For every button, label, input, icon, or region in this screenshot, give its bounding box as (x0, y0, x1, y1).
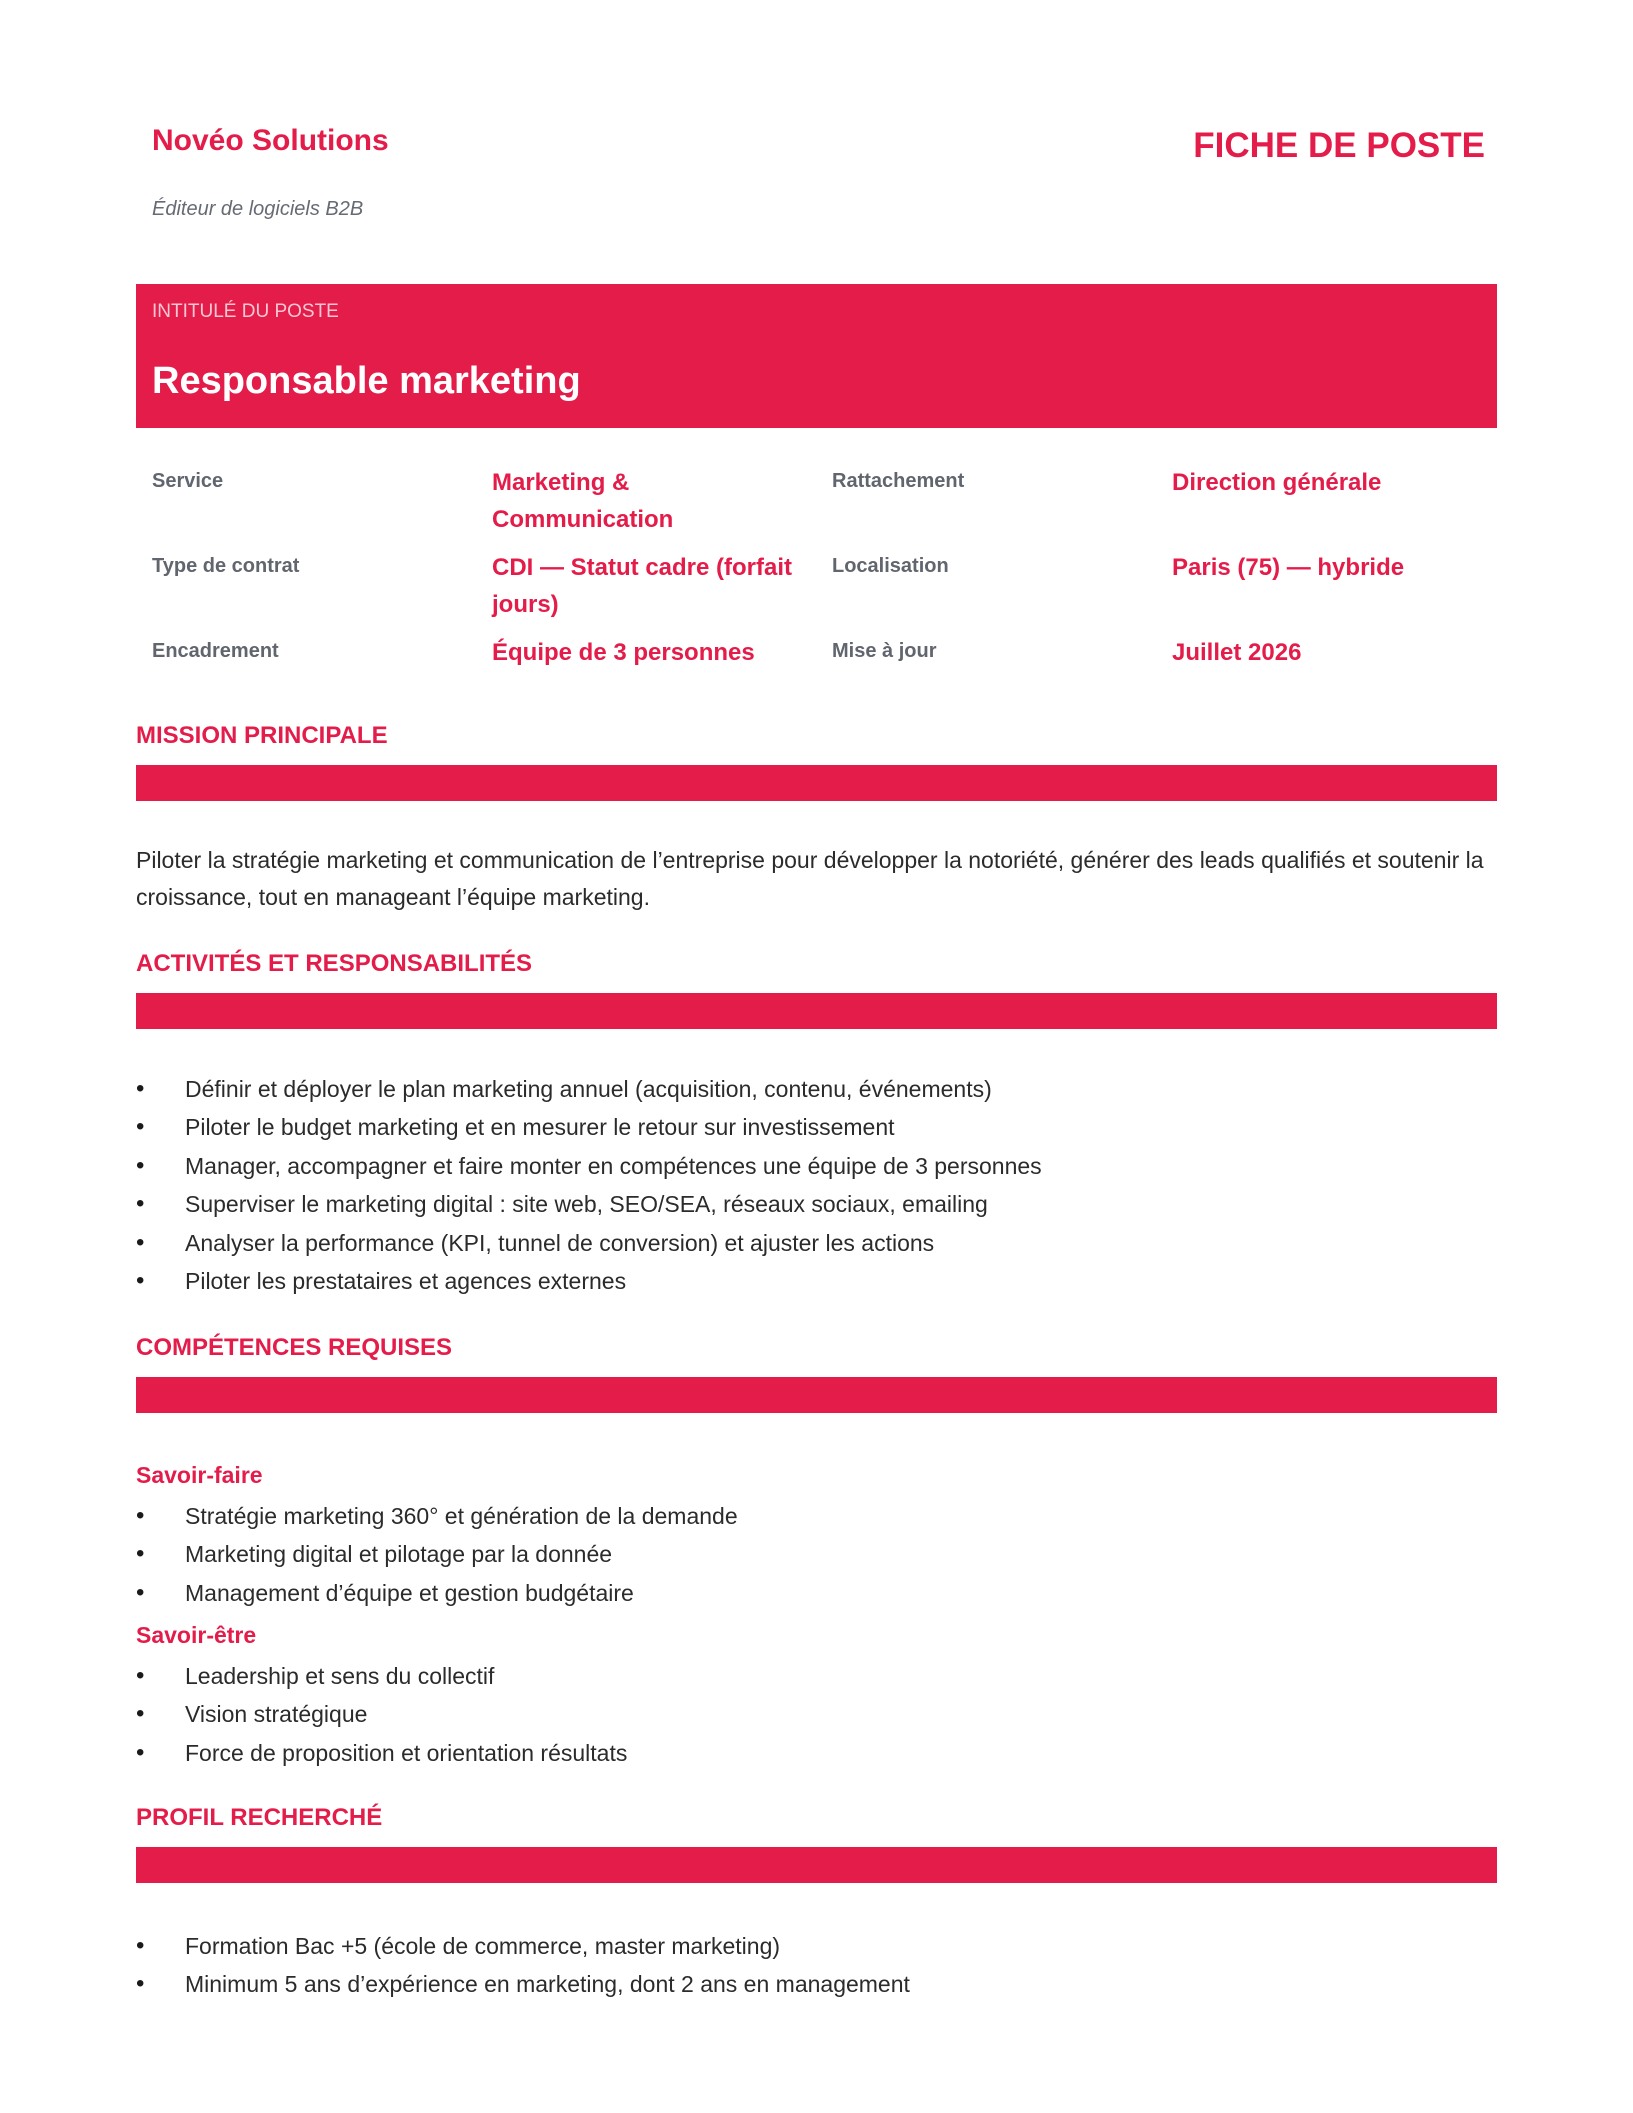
mission-text: Piloter la stratégie marketing et communication de l’entreprise pour développer la notoriété, générer des leads qualifiés et soutenir la croissance, tout en manageant l’équipe marketing. (136, 847, 1484, 910)
job-title: Responsable marketing (152, 360, 581, 402)
list-item: • Minimum 5 ans d’expérience en marketing, dont 2 ans en management (136, 1965, 1497, 2003)
list-item: • Vision stratégique (136, 1695, 1497, 1733)
list-item: • Management d’équipe et gestion budgétaire (136, 1574, 1497, 1612)
list-item: • Force de proposition et orientation résultats (136, 1734, 1497, 1772)
mise-a-jour-value: Juillet 2026 (1172, 639, 1302, 666)
competences-title: COMPÉTENCES REQUISES (136, 1334, 453, 1361)
rattachement-label: Rattachement (832, 470, 965, 492)
job-title-banner (136, 284, 1497, 428)
localisation-value: Paris (75) — hybride (1172, 554, 1405, 581)
contrat-label: Type de contrat (152, 555, 300, 577)
list-item: • Piloter le budget marketing et en mesurer le retour sur investissement (136, 1108, 1497, 1146)
activites-list (136, 1070, 1497, 1300)
activites-title: ACTIVITÉS ET RESPONSABILITÉS (136, 950, 533, 977)
list-item: • Marketing digital et pilotage par la donnée (136, 1535, 1497, 1573)
encadrement-value: Équipe de 3 personnes (492, 639, 755, 666)
savoir-faire-heading: Savoir-faire (136, 1462, 263, 1488)
list-item: • Superviser le marketing digital : site web, SEO/SEA, réseaux sociaux, emailing (136, 1185, 1497, 1223)
profil-title: PROFIL RECHERCHÉ (136, 1804, 383, 1831)
savoir-etre-heading: Savoir-être (136, 1622, 257, 1648)
list-item: • Manager, accompagner et faire monter en compétences une équipe de 3 personnes (136, 1147, 1497, 1185)
localisation-label: Localisation (832, 555, 949, 577)
encadrement-label: Encadrement (152, 640, 279, 662)
section-divider-bar (136, 1847, 1497, 1883)
service-value: Marketing & Communication (492, 469, 674, 533)
company-name: Novéo Solutions (152, 124, 389, 157)
contrat-value: CDI — Statut cadre (forfait jours) (492, 554, 793, 618)
document-title: FICHE DE POSTE (1193, 126, 1485, 165)
section-divider-bar (136, 1377, 1497, 1413)
company-tagline: Éditeur de logiciels B2B (152, 198, 364, 220)
service-label: Service (152, 470, 224, 492)
mise-a-jour-label: Mise à jour (832, 640, 937, 662)
rattachement-value: Direction générale (1172, 469, 1382, 496)
section-divider-bar (136, 765, 1497, 801)
list-item: • Piloter les prestataires et agences externes (136, 1262, 1497, 1300)
list-item: • Formation Bac +5 (école de commerce, master marketing) (136, 1927, 1497, 1965)
section-divider-bar (136, 993, 1497, 1029)
job-title-label: INTITULÉ DU POSTE (152, 301, 339, 322)
profil-list (136, 1927, 1497, 2004)
list-item: • Leadership et sens du collectif (136, 1657, 1497, 1695)
list-item: • Analyser la performance (KPI, tunnel de conversion) et ajuster les actions (136, 1224, 1497, 1262)
savoir-etre-list (136, 1657, 1497, 1772)
mission-title: MISSION PRINCIPALE (136, 722, 388, 749)
list-item: • Stratégie marketing 360° et génération de la demande (136, 1497, 1497, 1535)
list-item: • Définir et déployer le plan marketing annuel (acquisition, contenu, événements) (136, 1070, 1497, 1108)
savoir-faire-list (136, 1497, 1497, 1612)
